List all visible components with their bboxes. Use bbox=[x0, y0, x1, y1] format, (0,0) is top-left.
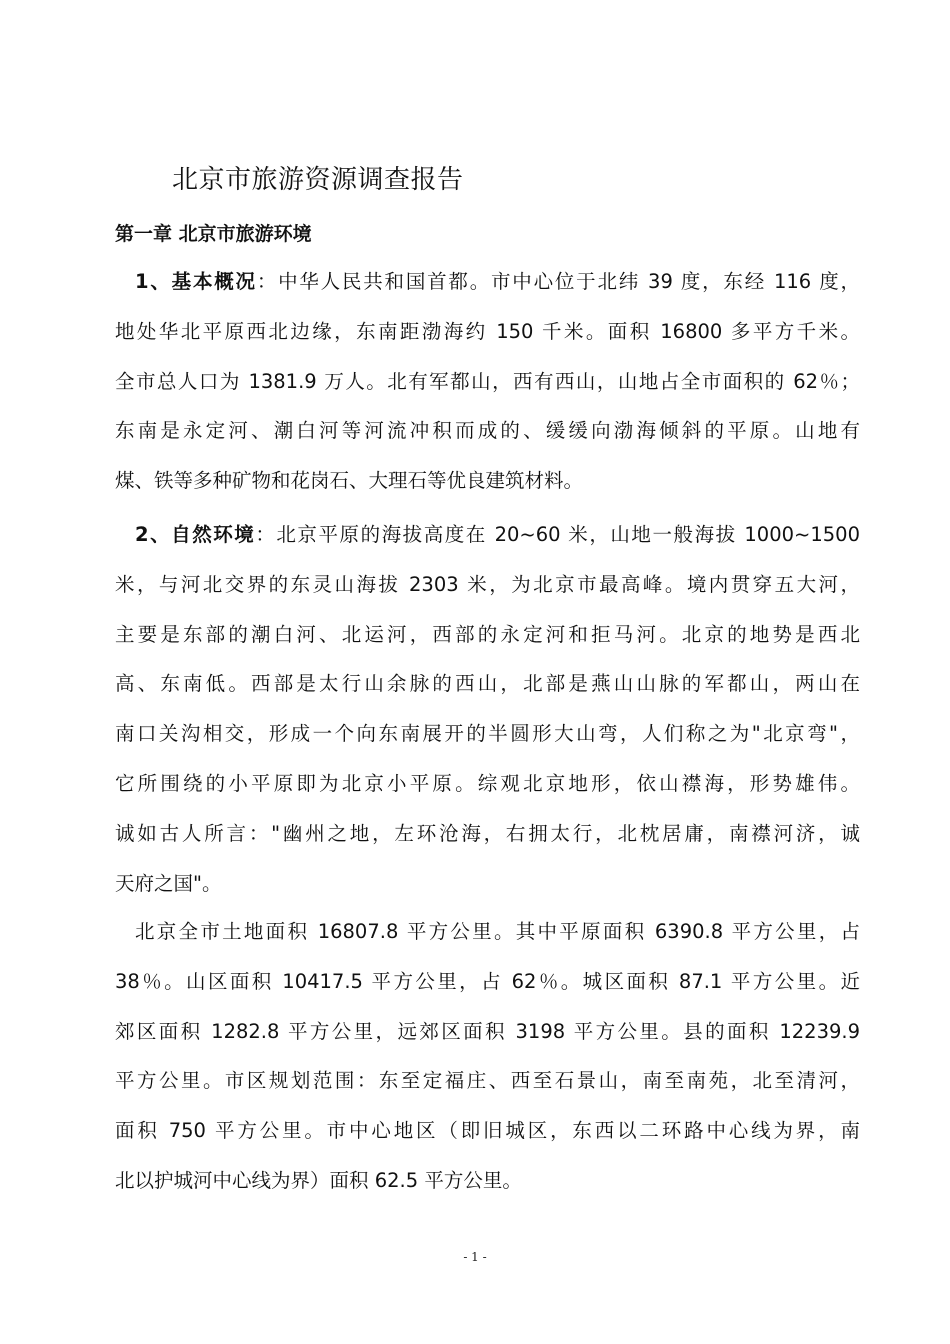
section-heading-basic: 1、基本概况 bbox=[135, 270, 257, 293]
section-heading-natural: 2、自然环境 bbox=[135, 523, 256, 546]
paragraph-line: 米，与河北交界的东灵山海拔 2303 米，为北京市最高峰。境内贯穿五大河， bbox=[115, 572, 860, 596]
paragraph-line: 2、自然环境：北京平原的海拔高度在 20~60 米，山地一般海拔 1000~1500 bbox=[135, 523, 860, 546]
paragraph-line: 南口关沟相交，形成一个向东南展开的半圆形大山弯，人们称之为"北京弯"， bbox=[115, 722, 860, 746]
paragraph-line: 天府之国"。 bbox=[115, 871, 222, 895]
section-land-area bbox=[115, 907, 860, 1206]
page-number: - 1 - bbox=[463, 1250, 487, 1264]
paragraph-line: 地处华北平原西北边缘，东南距渤海约 150 千米。面积 16800 多平方千米。 bbox=[115, 319, 860, 343]
paragraph-line: 北京全市土地面积 16807.8 平方公里。其中平原面积 6390.8 平方公里，占 bbox=[135, 920, 860, 943]
paragraph-line: 煤、铁等多种矿物和花岗石、大理石等优良建筑材料。 bbox=[115, 469, 584, 493]
section-basic-overview bbox=[115, 257, 860, 506]
section-natural-environment bbox=[115, 510, 860, 908]
paragraph-line: 38％。山区面积 10417.5 平方公里，占 62％。城区面积 87.1 平方公里。近 bbox=[115, 969, 860, 993]
paragraph-line: 全市总人口为 1381.9 万人。北有军都山，西有西山，山地占全市面积的 62％； bbox=[115, 369, 860, 393]
document-title: 北京市旅游资源调查报告 bbox=[172, 165, 464, 195]
paragraph-line: 面积 750 平方公里。市中心地区（即旧城区，东西以二环路中心线为界，南 bbox=[115, 1119, 860, 1143]
paragraph-line: 1、基本概况：中华人民共和国首都。市中心位于北纬 39 度，东经 116 度， bbox=[135, 270, 860, 293]
paragraph-line: 郊区面积 1282.8 平方公里，远郊区面积 3198 平方公里。县的面积 12239.9 bbox=[115, 1019, 860, 1043]
paragraph-line: 主要是东部的潮白河、北运河，西部的永定河和拒马河。北京的地势是西北 bbox=[115, 622, 860, 646]
paragraph-line: 北以护城河中心线为界）面积 62.5 平方公里。 bbox=[115, 1168, 522, 1192]
paragraph-line: 它所围绕的小平原即为北京小平原。综观北京地形，依山襟海，形势雄伟。 bbox=[115, 771, 860, 795]
paragraph-line: 高、东南低。西部是太行山余脉的西山，北部是燕山山脉的军都山，两山在 bbox=[115, 672, 860, 696]
chapter-heading: 第一章 北京市旅游环境 bbox=[115, 223, 312, 245]
paragraph-line: 平方公里。市区规划范围：东至定福庄、西至石景山，南至南苑，北至清河， bbox=[115, 1069, 860, 1093]
paragraph-line: 诚如古人所言："幽州之地，左环沧海，右拥太行，北枕居庸，南襟河济，诚 bbox=[115, 821, 860, 845]
paragraph-line: 东南是永定河、潮白河等河流冲积而成的、缓缓向渤海倾斜的平原。山地有 bbox=[115, 419, 860, 443]
